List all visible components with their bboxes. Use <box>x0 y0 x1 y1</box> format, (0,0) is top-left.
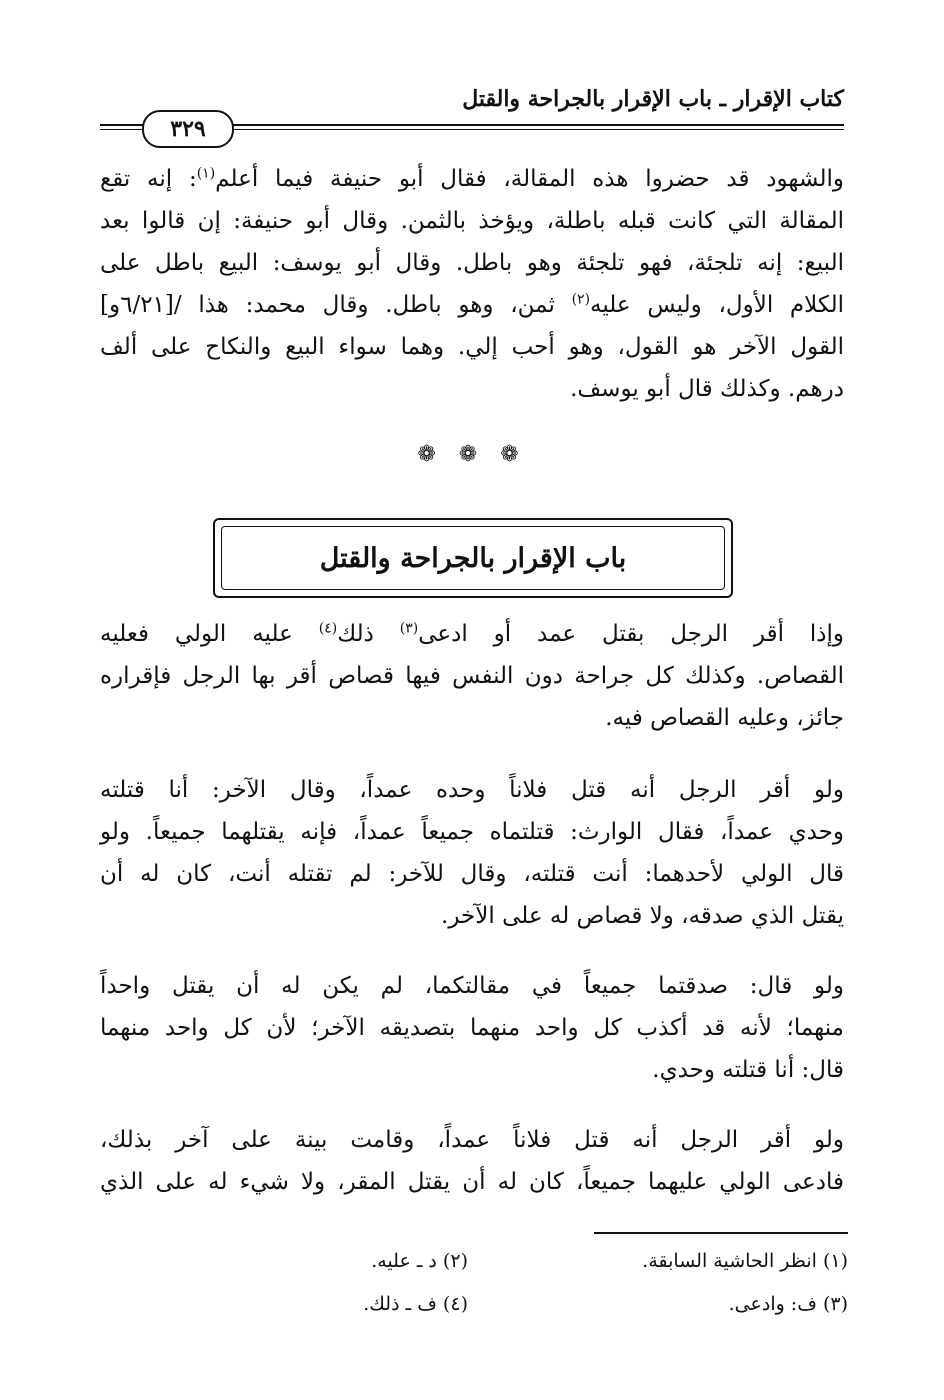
footnote-ref: (٤) <box>318 620 338 637</box>
paragraph-line: ولو أقر الرجل أنه قتل فلاناً وحده عمداً، وقال الآخر: أنا قتلته <box>100 777 844 803</box>
paragraph-3 <box>100 769 844 937</box>
footnote-ref: (٣) <box>399 620 419 637</box>
paragraph-line: ولو أقر الرجل أنه قتل فلاناً عمداً، وقامت بينة على آخر بذلك، <box>100 1127 844 1153</box>
paragraph-line: منهما؛ لأنه قد أكذب كل واحد منهما بتصديقه الآخر؛ لأن كل واحد منهما <box>100 1015 844 1041</box>
paragraph-line: المقالة التي كانت قبله باطلة، ويؤخذ بالثمن. وقال أبو حنيفة: إن قالوا بعد <box>100 208 844 234</box>
footnote-ref: (٢) <box>571 291 591 308</box>
paragraph-5 <box>100 1119 844 1203</box>
paragraph-2 <box>100 613 844 739</box>
footnote-ref: (١) <box>196 165 216 182</box>
paragraph-line: قال الولي لأحدهما: أنت قتلته، وقال للآخر: لم تقتله أنت، كان له أن <box>100 861 844 887</box>
paragraph-line: وحدي عمداً، فقال الوارث: قتلتماه جميعاً عمداً، فإنه يقتلهما جميعاً. ولو <box>100 819 844 845</box>
paragraph-line: الكلام الأول، وليس عليه$^{(٢)}$ ثمن، وهو باطل. وقال محمد: هذا /[٦/٢١و] <box>100 291 844 318</box>
paragraph-1 <box>100 158 844 410</box>
paragraph-4 <box>100 965 844 1091</box>
paragraph-line: وإذا أقر الرجل بقتل عمد أو ادعى$^{(٣)}$ ذلك$^{(٤)}$ عليه الولي فعليه <box>100 620 844 647</box>
chapter-title: باب الإقرار بالجراحة والقتل <box>319 542 627 574</box>
paragraph-line: جائز، وعليه القصاص فيه. <box>605 705 844 731</box>
page-number <box>142 110 234 148</box>
footnote-3: (٣) ف: وادعى. <box>728 1293 848 1315</box>
footnote-1: (١) انظر الحاشية السابقة. <box>642 1250 848 1272</box>
chapter-title-inner-frame <box>221 526 725 590</box>
paragraph-line: القول الآخر هو القول، وهو أحب إلي. وهما سواء البيع والنكاح على ألف <box>100 334 844 360</box>
footnote-2: (٢) د ـ عليه. <box>371 1250 468 1272</box>
paragraph-line: درهم. وكذلك قال أبو يوسف. <box>570 376 844 402</box>
paragraph-line: فادعى الولي عليهما جميعاً، كان له أن يقتل المقر، ولا شيء له على الذي <box>100 1169 844 1195</box>
paragraph-line: القصاص. وكذلك كل جراحة دون النفس فيها قصاص أقر بها الرجل فإقراره <box>100 663 844 689</box>
paragraph-line: البيع: إنه تلجئة، فهو تلجئة وهو باطل. وقال أبو يوسف: البيع باطل على <box>100 250 844 276</box>
paragraph-line: يقتل الذي صدقه، ولا قصاص له على الآخر. <box>441 903 844 929</box>
footnote-4: (٤) ف ـ ذلك. <box>363 1293 468 1315</box>
paragraph-line: قال: أنا قتلته وحدي. <box>652 1057 844 1083</box>
footnote-rule <box>594 1232 848 1234</box>
paragraph-line: والشهود قد حضروا هذه المقالة، فقال أبو حنيفة فيما أعلم$^{(١)}$: إنه تقع <box>100 165 844 192</box>
page-number-text: ٣٢٩ <box>170 116 206 142</box>
section-divider-ornament: ❁ ❁ ❁ <box>417 442 527 467</box>
chapter-title-frame <box>213 518 733 598</box>
paragraph-line: ولو قال: صدقتما جميعاً في مقالتكما، لم يكن له أن يقتل واحداً <box>100 973 844 999</box>
running-title: كتاب الإقرار ـ باب الإقرار بالجراحة والقتل <box>462 86 844 112</box>
